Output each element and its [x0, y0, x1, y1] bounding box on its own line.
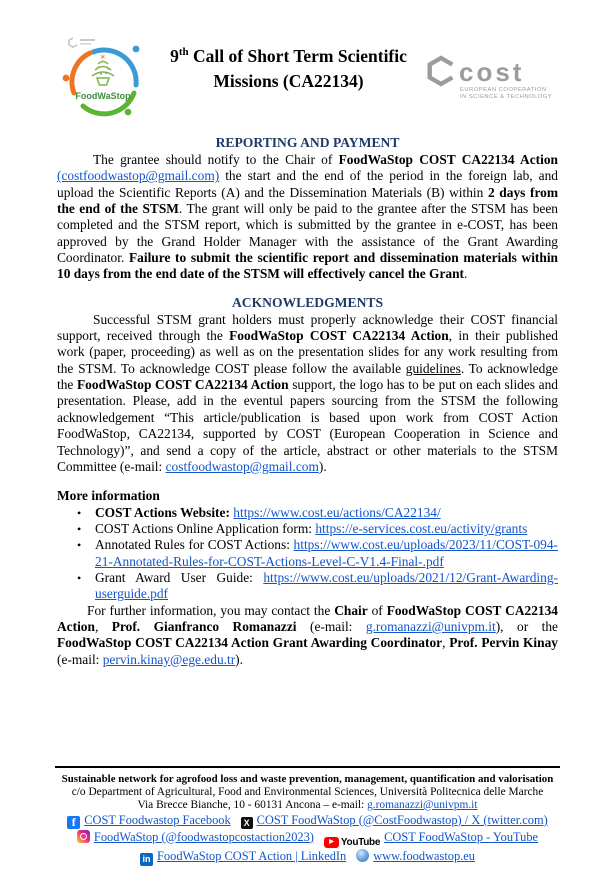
grant-award-guide-link[interactable]: https://www.cost.eu/uploads/2021/12/Grant-Awarding-userguide.pdf	[95, 569, 558, 602]
text-span: . The grant will only be paid to the grantee after the STSM has been completed and the STSM report, which is submitted by the grantee in e-COST, has been approved by the Grand Holder Manager with the assistance of the Grant Awarding Coordinator.	[57, 201, 558, 266]
list-item	[57, 570, 558, 603]
svg-text:✶: ✶	[99, 53, 107, 63]
logo-dot-orange	[63, 75, 70, 82]
instagram-icon[interactable]	[77, 830, 90, 843]
text-span: Failure to submit the scientific report and dissemination materials within 10 days from the end date of the STSM will effectively cancel the Grant	[57, 250, 558, 282]
list-item-text	[95, 570, 558, 601]
bullet-marker: •	[77, 521, 82, 536]
text-span: . To acknowledge the	[57, 360, 558, 393]
text-span: Annotated Rules for COST Actions:	[95, 537, 294, 553]
cost-actions-website-link[interactable]: https://www.cost.eu/actions/CA22134/	[233, 504, 441, 520]
paragraph-acknowledgments	[57, 312, 558, 475]
paragraph-reporting	[57, 152, 558, 283]
footer-separator	[55, 766, 560, 768]
text-span: FoodWaStop COST CA22134 Action	[57, 602, 558, 634]
text-span: ,	[94, 618, 112, 634]
text-span: 2 days from the end of the STSM	[57, 184, 558, 217]
website-link[interactable]: www.foodwastop.eu	[373, 848, 475, 863]
list-item	[57, 521, 558, 537]
linkedin-link[interactable]: FoodWaStop COST Action | LinkedIn	[157, 848, 347, 863]
text-span: of	[367, 602, 387, 618]
cost-application-form-link[interactable]: https://e-services.cost.eu/activity/grants	[315, 520, 528, 536]
text-span: FoodWaStop COST CA22134 Action	[77, 377, 289, 393]
footer-social-row	[55, 812, 560, 829]
document-title	[151, 40, 426, 94]
text-span: 9	[170, 45, 179, 66]
linkedin-icon[interactable]	[140, 853, 153, 866]
cost-subtitle-line1: EUROPEAN COOPERATION	[460, 87, 547, 93]
x-icon[interactable]	[241, 817, 253, 829]
text-span: support, the logo has to be put on each slides and presentation. Please, add in the eventul papers sourcing from the STSM the following acknowledgement “This article/publication is based upon work from COST Action FoodWaStop, CA22134, supported by COST (European Cooperation in Science and Technology)”, and send a copy of the article, abstract or other materials to the STSM Committee (e-mail:	[57, 377, 558, 474]
text-span: ).	[318, 458, 327, 474]
foodwastop-mini-cost-mark	[69, 38, 95, 47]
text-span: Grant Award User Guide:	[95, 569, 264, 585]
text-span: COST Actions Online Application form:	[95, 520, 316, 536]
globe-icon[interactable]	[356, 849, 369, 862]
list-item-text	[95, 505, 441, 520]
list-item-text	[95, 521, 527, 536]
text-span: Via Brecce Bianche, 10 - 60131 Ancona – e-mail:	[137, 798, 368, 811]
youtube-link[interactable]: COST FoodWaStop - YouTube	[384, 829, 539, 844]
youtube-icon[interactable]: ▶ YouTube	[324, 837, 380, 848]
x-twitter-link[interactable]: COST FoodWaStop (@CostFoodwastop) / X (twitter.com)	[256, 812, 548, 827]
foodwastop-tree-icon	[92, 53, 114, 85]
text-span: ,	[442, 635, 450, 651]
bullet-marker: •	[77, 570, 82, 585]
text-span: Call of Short Term Scientific Missions (CA22134)	[188, 45, 407, 91]
text-span: (e-mail:	[57, 651, 103, 667]
foodwastop-logo	[57, 36, 151, 125]
text-span: the start and the end of the period in the foreign lab, and upload the Scientific Reports (A) and the Dissemination Materials (B) within	[57, 168, 558, 200]
footer-address-line	[55, 799, 560, 812]
more-information-heading: More information	[57, 488, 160, 504]
bullet-marker: •	[77, 538, 82, 553]
list-item	[57, 537, 558, 570]
email-link-costfoodwastop[interactable]: (costfoodwastop@gmail.com)	[57, 168, 220, 184]
text-span: ).	[235, 651, 243, 667]
text-span: FoodWaStop COST CA22134 Action	[229, 328, 449, 344]
text-span: (e-mail:	[296, 618, 366, 634]
text-span: For further information, you may contact the	[87, 602, 335, 618]
cost-wordmark: cost	[459, 57, 525, 87]
cost-subtitle-line2: IN SCIENCE & TECHNOLOGY	[460, 94, 553, 100]
list-item-text	[95, 537, 558, 568]
cost-hexagon-icon	[430, 58, 453, 84]
document-footer	[55, 766, 560, 866]
text-span: guidelines	[405, 360, 461, 376]
section-heading-reporting: REPORTING AND PAYMENT	[215, 135, 400, 150]
email-link-romanazzi[interactable]: g.romanazzi@univpm.it	[367, 798, 478, 811]
instagram-link[interactable]: FoodWaStop (@foodwastopcostaction2023)	[93, 829, 314, 844]
footer-social-row	[55, 848, 560, 866]
logo-dot-green	[125, 109, 132, 116]
footer-org-line: Sustainable network for agrofood loss and waste prevention, management, quantification and valorisation	[61, 773, 554, 785]
text-span: The grantee should notify to the Chair of	[93, 152, 339, 167]
text-span: Chair	[334, 602, 368, 618]
facebook-link[interactable]: COST Foodwastop Facebook	[84, 812, 231, 827]
email-link-kinay[interactable]: pervin.kinay@ege.edu.tr	[102, 651, 236, 667]
text-span: FoodWaStop COST CA22134 Action	[338, 152, 558, 167]
text-span: ), or the	[495, 618, 558, 634]
email-link-romanazzi[interactable]: g.romanazzi@univpm.it	[365, 618, 496, 634]
text-span: Prof. Pervin Kinay	[449, 635, 558, 651]
bullet-marker: •	[77, 505, 82, 520]
paragraph-contacts	[57, 603, 558, 668]
section-heading-acknowledgments: ACKNOWLEDGMENTS	[231, 294, 384, 310]
email-link-costfoodwastop[interactable]: costfoodwastop@gmail.com	[165, 458, 319, 474]
cost-logo	[426, 54, 558, 107]
text-span: , in their published work (paper, proceeding) as well as on the presentation slides for any work resulting from the STSM. To acknowledge COST please follow the available	[57, 328, 558, 376]
text-span: COST Actions Website:	[95, 504, 230, 520]
footer-social-row	[55, 829, 560, 848]
foodwastop-logo-label: FoodWaStop	[75, 91, 131, 101]
text-span: Prof. Gianfranco Romanazzi	[111, 618, 297, 634]
text-span: FoodWaStop COST CA22134 Action Grant Awarding Coordinator	[57, 635, 443, 651]
more-information-list	[57, 505, 558, 603]
annotated-rules-link[interactable]: https://www.cost.eu/uploads/2023/11/COST-094-21-Annotated-Rules-for-COST-Actions-Level-C-V1.4-Final-.pdf	[95, 537, 558, 569]
text-span: .	[464, 266, 468, 282]
list-item	[57, 505, 558, 521]
footer-dept-line: c/o Department of Agricultural, Food and Environmental Sciences, Università Politecnica delle Marche	[71, 786, 544, 798]
document-header	[57, 36, 558, 125]
logo-dot-blue	[133, 46, 140, 53]
facebook-icon[interactable]	[67, 816, 80, 829]
text-span: Successful STSM grant holders must properly acknowledge their COST financial support, received through the	[57, 311, 558, 344]
text-span: th	[178, 46, 189, 58]
